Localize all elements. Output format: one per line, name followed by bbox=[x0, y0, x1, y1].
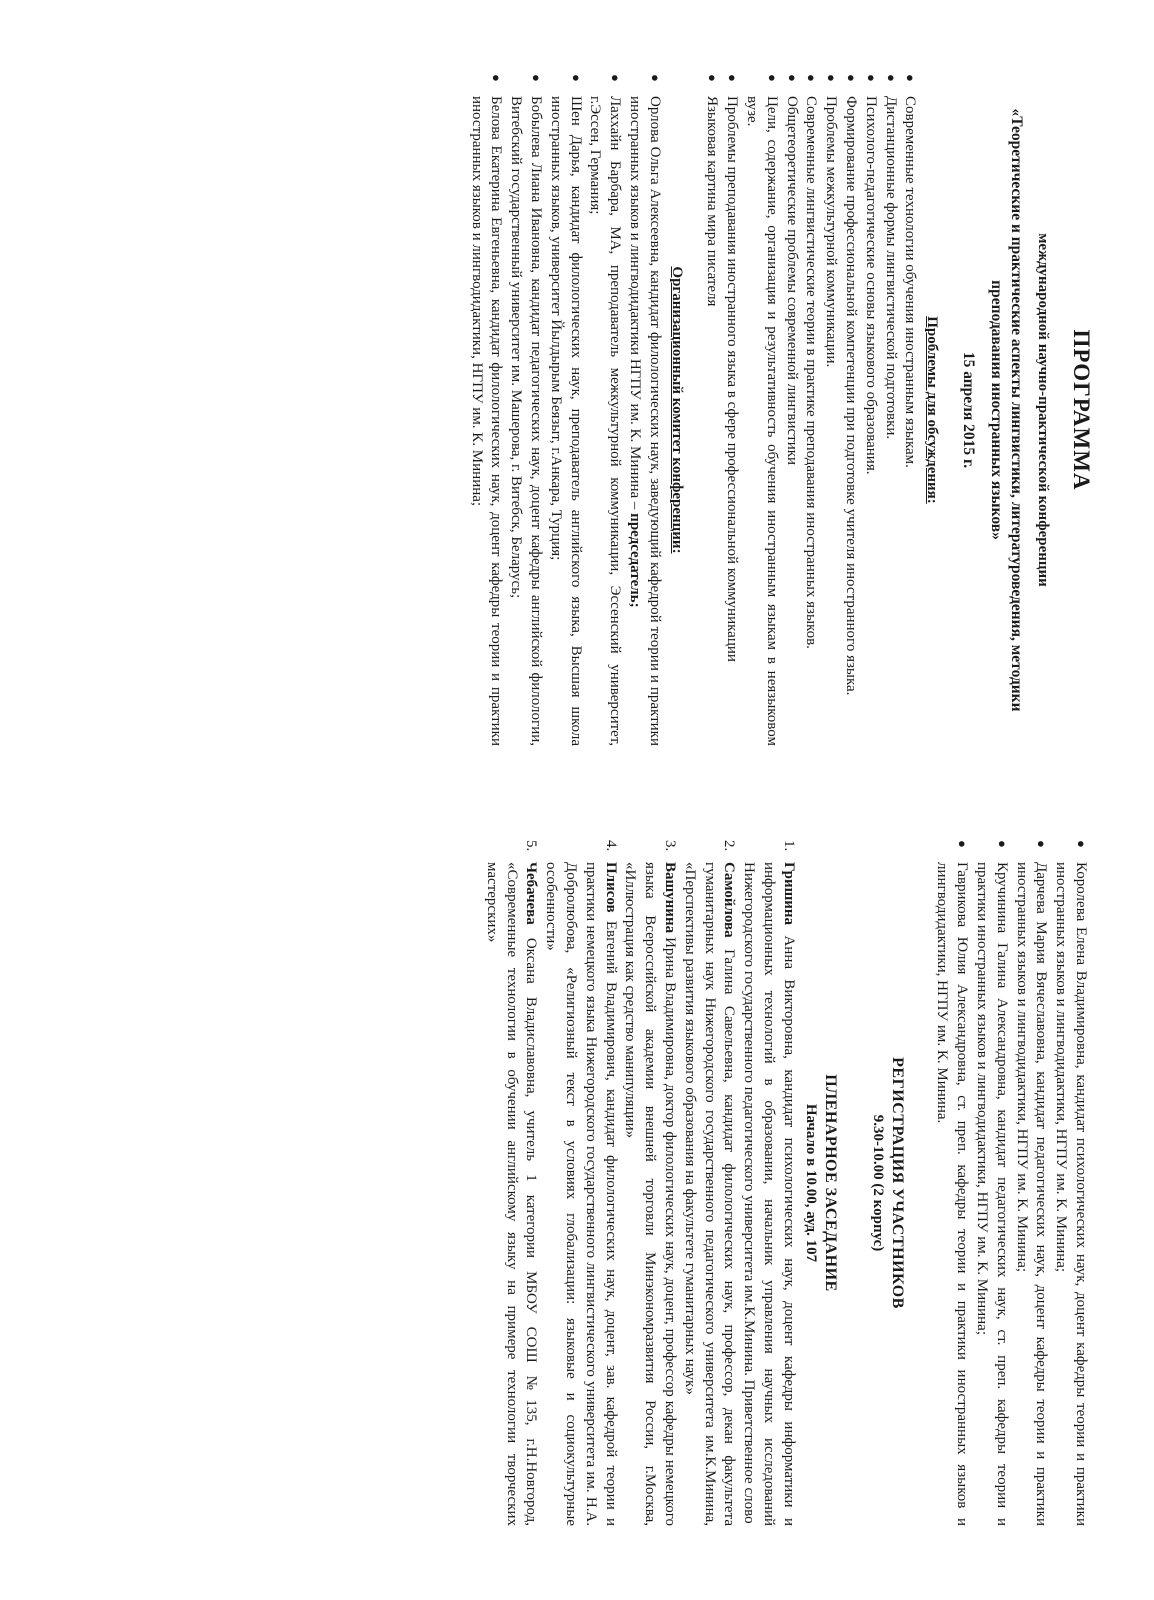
committee-member-text: Шен Дарья, кандидат филологических наук, преподаватель английского языка, Высшая школа иностранных языков, университет Йылдырым Беязыт, г.Анкара, Турция; bbox=[547, 96, 584, 746]
committee-member-text: Белова Екатерина Евгеньевна, кандидат филологических наук, доцент кафедры теории и практики иностранных языков и лингводидактики, НГПУ им. К. Минина; bbox=[468, 96, 505, 746]
bullet-icon: ● bbox=[863, 74, 879, 82]
speaker-details: Галина Савельевна, кандидат филологических наук, профессор, декан факультета гуманитарных наук Нижегородского государственного педагогического университета им.К.Минина, «Перспективы развития языкового образования на факультете гуманитарных наук» bbox=[681, 862, 738, 1526]
committee-member-text: Лаххайн Барбара, МА, преподаватель межкультурной коммуникации, Эссенский университет, г.Эссен, Германия; bbox=[587, 96, 624, 746]
committee-member bbox=[932, 840, 972, 1526]
bullet-icon: ● bbox=[489, 74, 505, 82]
topics-heading: Проблемы для обсуждения: bbox=[924, 316, 941, 504]
topic-text: Проблемы межкультурной коммуникации. bbox=[823, 96, 840, 368]
conference-name: «Теоретические и практические аспекты лингвистики, литературоведения, методики преподавания иностранных языков» bbox=[987, 108, 1025, 712]
speaker-item bbox=[620, 840, 679, 1526]
committee-member bbox=[585, 74, 625, 746]
speaker-surname: Плисов bbox=[602, 862, 619, 913]
committee-member bbox=[1011, 840, 1051, 1526]
speaker-surname: Чебачева bbox=[523, 862, 540, 925]
conference-date: 15 апреля 2015 г. bbox=[959, 351, 977, 469]
committee-member bbox=[971, 840, 1011, 1526]
topic-text: Цели, содержание, организация и результативность обучения иностранным языкам в неязыковом вузе. bbox=[743, 96, 780, 746]
committee-member bbox=[505, 74, 545, 746]
topic-text: Формирование профессиональной компетенции при подготовке учителя иностранного языка. bbox=[842, 96, 859, 696]
bullet-icon: ● bbox=[647, 74, 663, 82]
topic-text: Дистанционные формы лингвистической подготовки. bbox=[882, 96, 899, 440]
topic-text: Проблемы преподавания иностранного языка в сфере профессиональной коммуникации bbox=[724, 96, 741, 662]
topic-item bbox=[880, 74, 900, 746]
bullet-icon: ● bbox=[528, 74, 544, 82]
plenary-start: Начало в 10.00, ауд. 107 bbox=[802, 1103, 819, 1263]
bullet-icon: ● bbox=[994, 840, 1010, 848]
speaker-details: Анна Викторовна, кандидат психологических наук, доцент кафедры информатики и информационных технологий в образовании, начальник управления научных исследований Нижегородского государственного педагогического университета им.К.Минина. Приветственное слово bbox=[741, 862, 797, 1526]
plenary-title: ПЛЕНАРНОЕ ЗАСЕДАНИЕ bbox=[821, 1074, 839, 1292]
topic-item bbox=[840, 74, 860, 746]
document-title: ПРОГРАММА bbox=[1069, 329, 1094, 491]
topic-item bbox=[702, 74, 722, 746]
committee-member bbox=[466, 74, 506, 746]
speaker-number: 1. bbox=[780, 840, 797, 852]
speaker-number: 2. bbox=[721, 840, 738, 852]
speaker-details: Оксана Владиславовна, учитель 1 категории МБОУ СОШ №135, г.Н.Новгород, «Современные технологии в обучении английскому языку на примере технологии творческих мастерских» bbox=[483, 862, 540, 1526]
committee-list-continued bbox=[932, 840, 1090, 1526]
speaker-item bbox=[679, 840, 738, 1526]
bullet-icon: ● bbox=[1074, 840, 1089, 848]
bullet-icon: ● bbox=[705, 74, 721, 82]
speaker-number: 4. bbox=[602, 840, 619, 852]
registration-time: 9.30-10.00 (2 корпус) bbox=[869, 1114, 886, 1252]
bullet-icon: ● bbox=[804, 74, 820, 82]
bullet-icon: ● bbox=[955, 840, 971, 848]
speaker-item bbox=[540, 840, 619, 1526]
bullet-icon: ● bbox=[725, 74, 741, 82]
left-column bbox=[0, 36, 1154, 756]
committee-member-text: Бобылева Лиана Ивановна, кандидат педагогических наук, доцент кафедры английской филологии, Витебский государственный университет им. Машерова, г. Витебск, Беларусь; bbox=[508, 96, 544, 746]
topic-text: Современные технологии обучения иностранным языкам. bbox=[902, 96, 919, 468]
committee-member-text: Дарчева Мария Вячеславовна, кандидат педагогических наук, доцент кафедры теории и практики иностранных языков и лингводидактики, НГПУ им. К. Минина; bbox=[1013, 862, 1050, 1526]
topic-item bbox=[801, 74, 821, 746]
speaker-surname: Самойлова bbox=[721, 862, 738, 938]
committee-member-text: Королева Елена Владимировна, кандидат психологических наук, доцент кафедры теории и практики иностранных языков и лингводидактики, НГПУ им. К. Минина; bbox=[1053, 862, 1089, 1526]
speaker-details: Ирина Владимировна, доктор филологических наук, доцент, профессор кафедры немецкого языка Всероссийской академии внешней торговли Минэкономразвития России, г.Москва, «Иллюстрация как средство манипуляции» bbox=[622, 862, 679, 1526]
speaker-surname: Вашунина bbox=[662, 862, 679, 934]
speaker-surname: Гришина bbox=[780, 862, 797, 926]
speaker-item bbox=[738, 840, 797, 1526]
topic-item bbox=[860, 74, 880, 746]
speaker-details: Евгений Владимирович, кандидат филологических наук, доцент, зав. кафедрой теории и практики немецкого языка Нижегородского государственного лингвистического университета им. Н.А. Добролюбова, «Религиозный текст в условиях глобализации: языковые и социокультурные особенности» bbox=[543, 862, 619, 1526]
topic-item bbox=[781, 74, 801, 746]
committee-member-text: Кручинина Галина Александровна, кандидат педагогических наук, ст. преп. кафедры теории и практики иностранных языков и лингводидактики, НГПУ им. К. Минина; bbox=[974, 862, 1010, 1526]
topic-item bbox=[721, 74, 741, 746]
committee-list bbox=[466, 74, 664, 746]
bullet-icon: ● bbox=[824, 74, 840, 82]
speakers-list bbox=[481, 840, 798, 1526]
topics-list bbox=[702, 74, 920, 746]
topic-text: Психолого-педагогические основы языкового образования. bbox=[862, 96, 879, 475]
bullet-icon: ● bbox=[608, 74, 624, 82]
committee-member-text: Гаврикова Юлия Александровна, ст. преп. кафедры теории и практики иностранных языков и лингводидактики, НГПУ им. К. Минина. bbox=[934, 862, 971, 1526]
committee-heading: Организационный комитет конференции: bbox=[668, 266, 685, 554]
committee-member bbox=[624, 74, 664, 746]
topic-text: Современные лингвистические теории в практике преподавания иностранных языков. bbox=[803, 96, 820, 649]
right-column bbox=[0, 816, 1154, 1546]
speaker-item bbox=[481, 840, 540, 1526]
bullet-icon: ● bbox=[568, 74, 584, 82]
registration-title: РЕГИСТРАЦИЯ УЧАСТНИКОВ bbox=[888, 1057, 906, 1309]
committee-member-text: Орлова Ольга Алексеевна, кандидат филологических наук, заведующий кафедрой теории и практики иностранных языков и лингводидактики НГПУ им. К. Минина – bbox=[626, 96, 663, 746]
bullet-icon: ● bbox=[764, 74, 780, 82]
topic-item bbox=[820, 74, 840, 746]
bullet-icon: ● bbox=[843, 74, 859, 82]
committee-member bbox=[545, 74, 585, 746]
bullet-icon: ● bbox=[784, 74, 800, 82]
topic-text: Общетеоретические проблемы современной лингвистики bbox=[783, 96, 800, 466]
speaker-number: 5. bbox=[523, 840, 540, 852]
committee-member bbox=[1050, 840, 1090, 1526]
document-subtitle: международной научно-практической конференции bbox=[1034, 233, 1051, 587]
committee-member-role: председатель; bbox=[626, 513, 643, 608]
topic-text: Языковая картина мира писателя bbox=[704, 96, 721, 307]
bullet-icon: ● bbox=[883, 74, 899, 82]
topic-item bbox=[741, 74, 781, 746]
topic-item bbox=[900, 74, 920, 746]
speaker-number: 3. bbox=[662, 840, 679, 852]
bullet-icon: ● bbox=[903, 74, 919, 82]
bullet-icon: ● bbox=[1034, 840, 1050, 848]
